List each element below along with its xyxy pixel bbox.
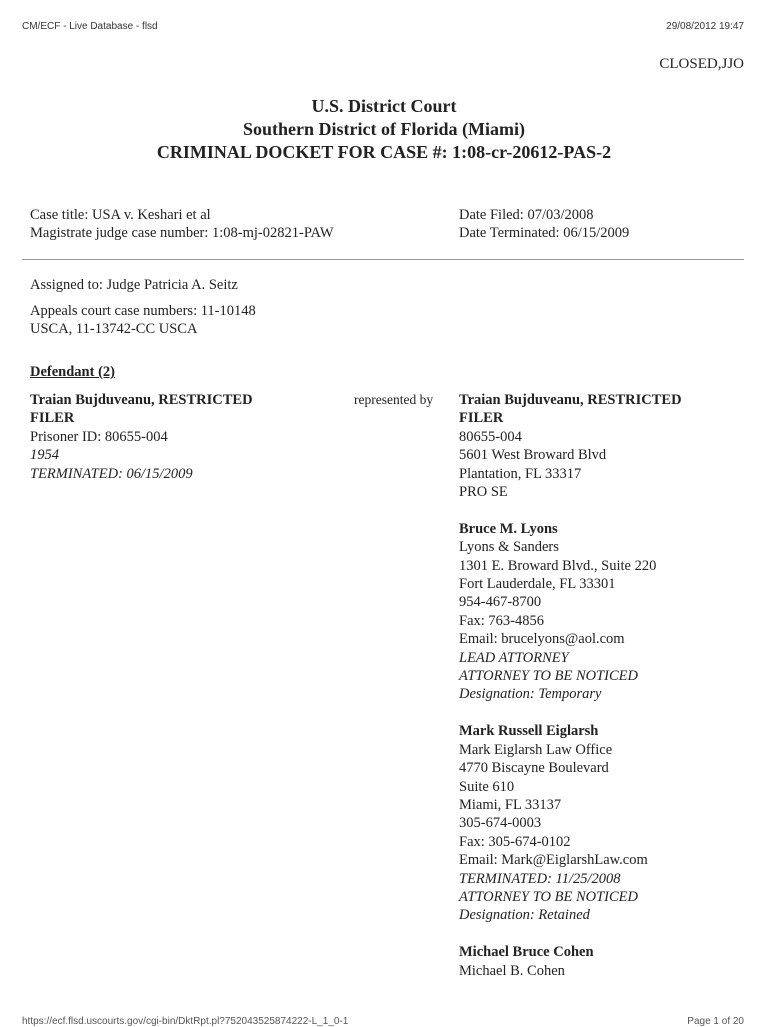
attorney-detail: Fax: 305-674-0102	[459, 833, 571, 850]
court-name: U.S. District Court	[311, 96, 457, 116]
attorney-name: Michael Bruce Cohen	[459, 944, 594, 961]
attorney-detail: Michael B. Cohen	[459, 962, 565, 979]
attorney-designation: Designation: Temporary	[459, 686, 602, 703]
attorney-entry	[459, 391, 749, 501]
defendant-year: 1954	[30, 447, 59, 464]
attorney-designation: Designation: Retained	[459, 907, 590, 924]
attorney-name: Bruce M. Lyons	[459, 520, 558, 537]
attorney-detail: 5601 West Broward Blvd	[459, 447, 607, 464]
attorney-name: Mark Russell Eiglarsh	[459, 723, 599, 740]
appeals-case-numbers	[30, 302, 256, 338]
print-footer-page: Page 1 of 20	[687, 1016, 744, 1027]
attorney-designation: ATTORNEY TO BE NOTICED	[459, 668, 639, 685]
date-filed: Date Filed: 07/03/2008	[459, 207, 594, 223]
attorney-detail: 1301 E. Broward Blvd., Suite 220	[459, 557, 657, 574]
attorney-detail: Email: Mark@EiglarshLaw.com	[459, 852, 648, 869]
attorney-detail: 4770 Biscayne Boulevard	[459, 760, 609, 777]
attorney-designation: TERMINATED: 11/25/2008	[459, 870, 621, 887]
attorney-detail: 80655-004	[459, 428, 522, 445]
attorney-entry	[459, 520, 749, 704]
attorney-list	[459, 391, 749, 998]
print-header-timestamp: 29/08/2012 19:47	[666, 21, 744, 32]
defendant-terminated: TERMINATED: 06/15/2009	[30, 465, 193, 482]
appeals-line-1: Appeals court case numbers: 11-10148	[30, 303, 256, 319]
attorney-detail: Email: brucelyons@aol.com	[459, 631, 625, 648]
appeals-line-2: USCA, 11-13742-CC USCA	[30, 321, 198, 337]
case-info-right	[459, 206, 629, 242]
court-district: Southern District of Florida (Miami)	[243, 119, 525, 139]
attorney-detail: Fax: 763-4856	[459, 612, 544, 629]
defendant-name: Traian Bujduveanu, RESTRICTED	[30, 392, 253, 408]
attorney-designation: LEAD ATTORNEY	[459, 649, 569, 666]
horizontal-divider	[22, 259, 744, 260]
date-terminated: Date Terminated: 06/15/2009	[459, 225, 630, 241]
attorney-detail: 954-467-8700	[459, 594, 542, 611]
attorney-detail: Plantation, FL 33317	[459, 465, 582, 482]
assigned-judge: Assigned to: Judge Patricia A. Seitz	[30, 277, 238, 293]
represented-by-label: represented by	[354, 392, 434, 407]
defendant-heading: Defendant (2)	[30, 364, 115, 380]
defendant-name-cont: FILER	[30, 410, 75, 427]
attorney-name-cont: FILER	[459, 410, 504, 427]
attorney-detail: Suite 610	[459, 778, 515, 795]
case-title: Case title: USA v. Keshari et al	[30, 207, 211, 223]
case-flags: CLOSED,JJO	[659, 56, 744, 72]
attorney-detail: Mark Eiglarsh Law Office	[459, 741, 613, 758]
docket-title: CRIMINAL DOCKET FOR CASE #: 1:08-cr-20612-PAS-2	[156, 142, 612, 162]
attorney-name: Traian Bujduveanu, RESTRICTED	[459, 392, 682, 408]
print-footer-url[interactable]: https://ecf.flsd.uscourts.gov/cgi-bin/DktRpt.pl?752043525874222-L_1_0-1	[22, 1016, 349, 1027]
attorney-detail: Lyons & Sanders	[459, 539, 559, 556]
attorney-entry	[459, 943, 749, 980]
case-info-left	[30, 206, 334, 242]
prisoner-id: Prisoner ID: 80655-004	[30, 428, 168, 445]
magistrate-case-number: Magistrate judge case number: 1:08-mj-02821-PAW	[30, 225, 334, 241]
attorney-detail: Miami, FL 33137	[459, 796, 562, 813]
attorney-detail: Fort Lauderdale, FL 33301	[459, 576, 616, 593]
attorney-entry	[459, 722, 749, 924]
print-header-left: CM/ECF - Live Database - flsd	[22, 21, 158, 32]
court-title	[0, 95, 768, 164]
attorney-detail: 305-674-0003	[459, 815, 542, 832]
defendant-details	[30, 391, 330, 483]
attorney-detail: PRO SE	[459, 484, 508, 501]
attorney-designation: ATTORNEY TO BE NOTICED	[459, 888, 639, 905]
